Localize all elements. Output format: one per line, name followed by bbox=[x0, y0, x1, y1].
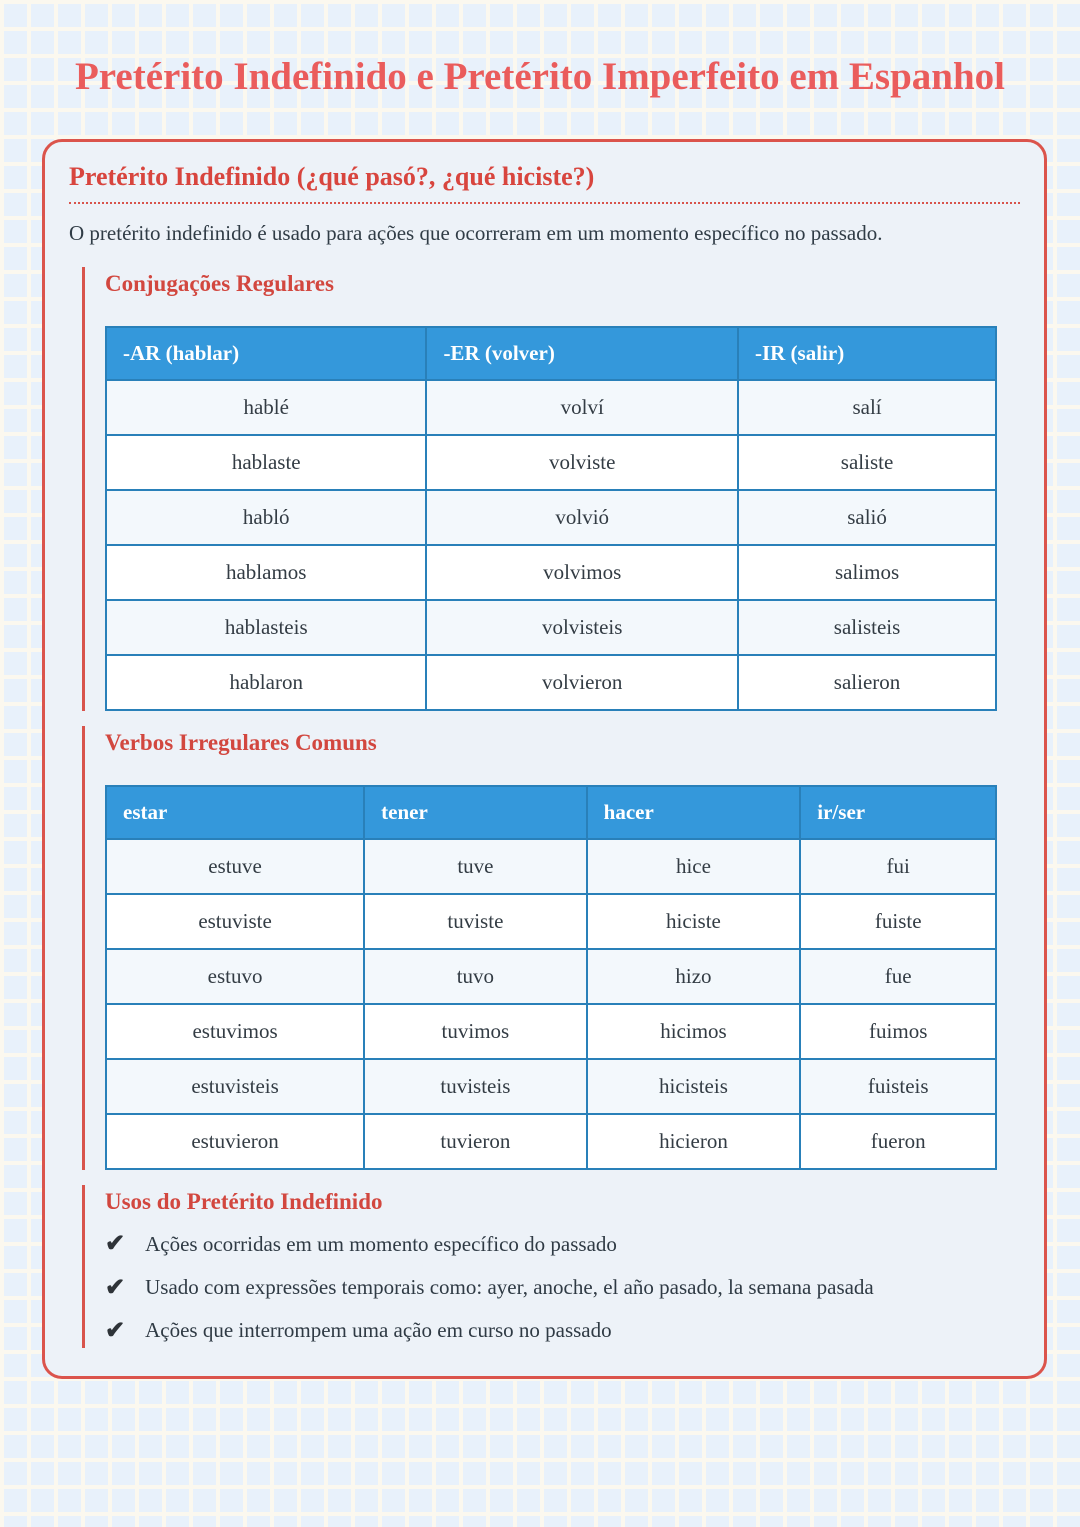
conjugation-cell: tuvieron bbox=[364, 1114, 587, 1169]
conjugation-cell: estuve bbox=[106, 839, 364, 894]
conjugation-cell: hablaron bbox=[106, 655, 426, 710]
column-header: -IR (salir) bbox=[738, 327, 996, 380]
checklist-item bbox=[105, 1271, 1020, 1305]
conjugation-cell: estuviste bbox=[106, 894, 364, 949]
table-header-row bbox=[106, 786, 996, 839]
conjugation-cell: tuvisteis bbox=[364, 1059, 587, 1114]
section-heading: Pretérito Indefinido (¿qué pasó?, ¿qué hiciste?) bbox=[69, 160, 1020, 204]
conjugation-cell: salisteis bbox=[738, 600, 996, 655]
table-row bbox=[106, 1114, 996, 1169]
table-row bbox=[106, 1059, 996, 1114]
conjugation-cell: volvisteis bbox=[426, 600, 738, 655]
conjugation-cell: hicisteis bbox=[587, 1059, 801, 1114]
checklist-item bbox=[105, 1227, 1020, 1261]
table-row bbox=[106, 545, 996, 600]
column-header: hacer bbox=[587, 786, 801, 839]
checklist-item bbox=[105, 1314, 1020, 1348]
conjugation-cell: habló bbox=[106, 490, 426, 545]
conjugation-cell: estuvisteis bbox=[106, 1059, 364, 1114]
checklist-item-text: Ações que interrompem uma ação em curso no passado bbox=[145, 1317, 612, 1342]
conjugation-cell: fueron bbox=[800, 1114, 996, 1169]
table-row bbox=[106, 600, 996, 655]
subsection-title-regular: Conjugações Regulares bbox=[105, 271, 334, 297]
conjugation-cell: estuvieron bbox=[106, 1114, 364, 1169]
column-header: ir/ser bbox=[800, 786, 996, 839]
conjugation-cell: tuve bbox=[364, 839, 587, 894]
conjugation-cell: volviste bbox=[426, 435, 738, 490]
conjugation-cell: salí bbox=[738, 380, 996, 435]
section-intro: O pretérito indefinido é usado para ações que ocorreram em um momento específico no passado. bbox=[69, 220, 883, 245]
table-row bbox=[106, 380, 996, 435]
conjugation-cell: hiciste bbox=[587, 894, 801, 949]
conjugation-cell: hicieron bbox=[587, 1114, 801, 1169]
table-header-row bbox=[106, 327, 996, 380]
content-card bbox=[42, 139, 1047, 1379]
column-header: -AR (hablar) bbox=[106, 327, 426, 380]
column-header: estar bbox=[106, 786, 364, 839]
subsection-title-irregular: Verbos Irregulares Comuns bbox=[105, 730, 377, 756]
conjugation-cell: saliste bbox=[738, 435, 996, 490]
table-row bbox=[106, 435, 996, 490]
check-icon: ✔ bbox=[105, 1231, 126, 1258]
subsection-usos bbox=[82, 1185, 1020, 1347]
usos-checklist bbox=[105, 1227, 1020, 1347]
subsection-irregular-verbs bbox=[82, 726, 1020, 1170]
conjugation-cell: hablasteis bbox=[106, 600, 426, 655]
conjugation-cell: salió bbox=[738, 490, 996, 545]
page-title: Pretérito Indefinido e Pretérito Imperfeito em Espanhol bbox=[74, 55, 1006, 98]
irregular-verbs-table bbox=[105, 785, 997, 1170]
conjugation-cell: hablaste bbox=[106, 435, 426, 490]
subsection-regular-conjugations bbox=[82, 267, 1020, 711]
conjugation-cell: tuvo bbox=[364, 949, 587, 1004]
table-row bbox=[106, 839, 996, 894]
conjugation-cell: estuvo bbox=[106, 949, 364, 1004]
regular-conjugations-table bbox=[105, 326, 997, 711]
conjugation-cell: fui bbox=[800, 839, 996, 894]
subsections bbox=[82, 267, 1020, 1347]
column-header: tener bbox=[364, 786, 587, 839]
conjugation-cell: salimos bbox=[738, 545, 996, 600]
conjugation-cell: hablé bbox=[106, 380, 426, 435]
conjugation-cell: volvió bbox=[426, 490, 738, 545]
conjugation-cell: tuvimos bbox=[364, 1004, 587, 1059]
table-row bbox=[106, 1004, 996, 1059]
check-icon: ✔ bbox=[105, 1317, 126, 1344]
subsection-title-usos: Usos do Pretérito Indefinido bbox=[105, 1189, 383, 1215]
table-row bbox=[106, 655, 996, 710]
conjugation-cell: fue bbox=[800, 949, 996, 1004]
table-row bbox=[106, 949, 996, 1004]
check-icon: ✔ bbox=[105, 1274, 126, 1301]
conjugation-cell: volvieron bbox=[426, 655, 738, 710]
column-header: -ER (volver) bbox=[426, 327, 738, 380]
conjugation-cell: hablamos bbox=[106, 545, 426, 600]
conjugation-cell: fuisteis bbox=[800, 1059, 996, 1114]
conjugation-cell: volví bbox=[426, 380, 738, 435]
conjugation-cell: fuimos bbox=[800, 1004, 996, 1059]
conjugation-cell: estuvimos bbox=[106, 1004, 364, 1059]
table-row bbox=[106, 894, 996, 949]
conjugation-cell: volvimos bbox=[426, 545, 738, 600]
checklist-item-text: Usado com expressões temporais como: ayer, anoche, el año pasado, la semana pasada bbox=[145, 1274, 874, 1299]
table-row bbox=[106, 490, 996, 545]
conjugation-cell: hizo bbox=[587, 949, 801, 1004]
checklist-item-text: Ações ocorridas em um momento específico do passado bbox=[145, 1231, 617, 1256]
conjugation-cell: fuiste bbox=[800, 894, 996, 949]
conjugation-cell: hicimos bbox=[587, 1004, 801, 1059]
conjugation-cell: tuviste bbox=[364, 894, 587, 949]
conjugation-cell: hice bbox=[587, 839, 801, 894]
conjugation-cell: salieron bbox=[738, 655, 996, 710]
